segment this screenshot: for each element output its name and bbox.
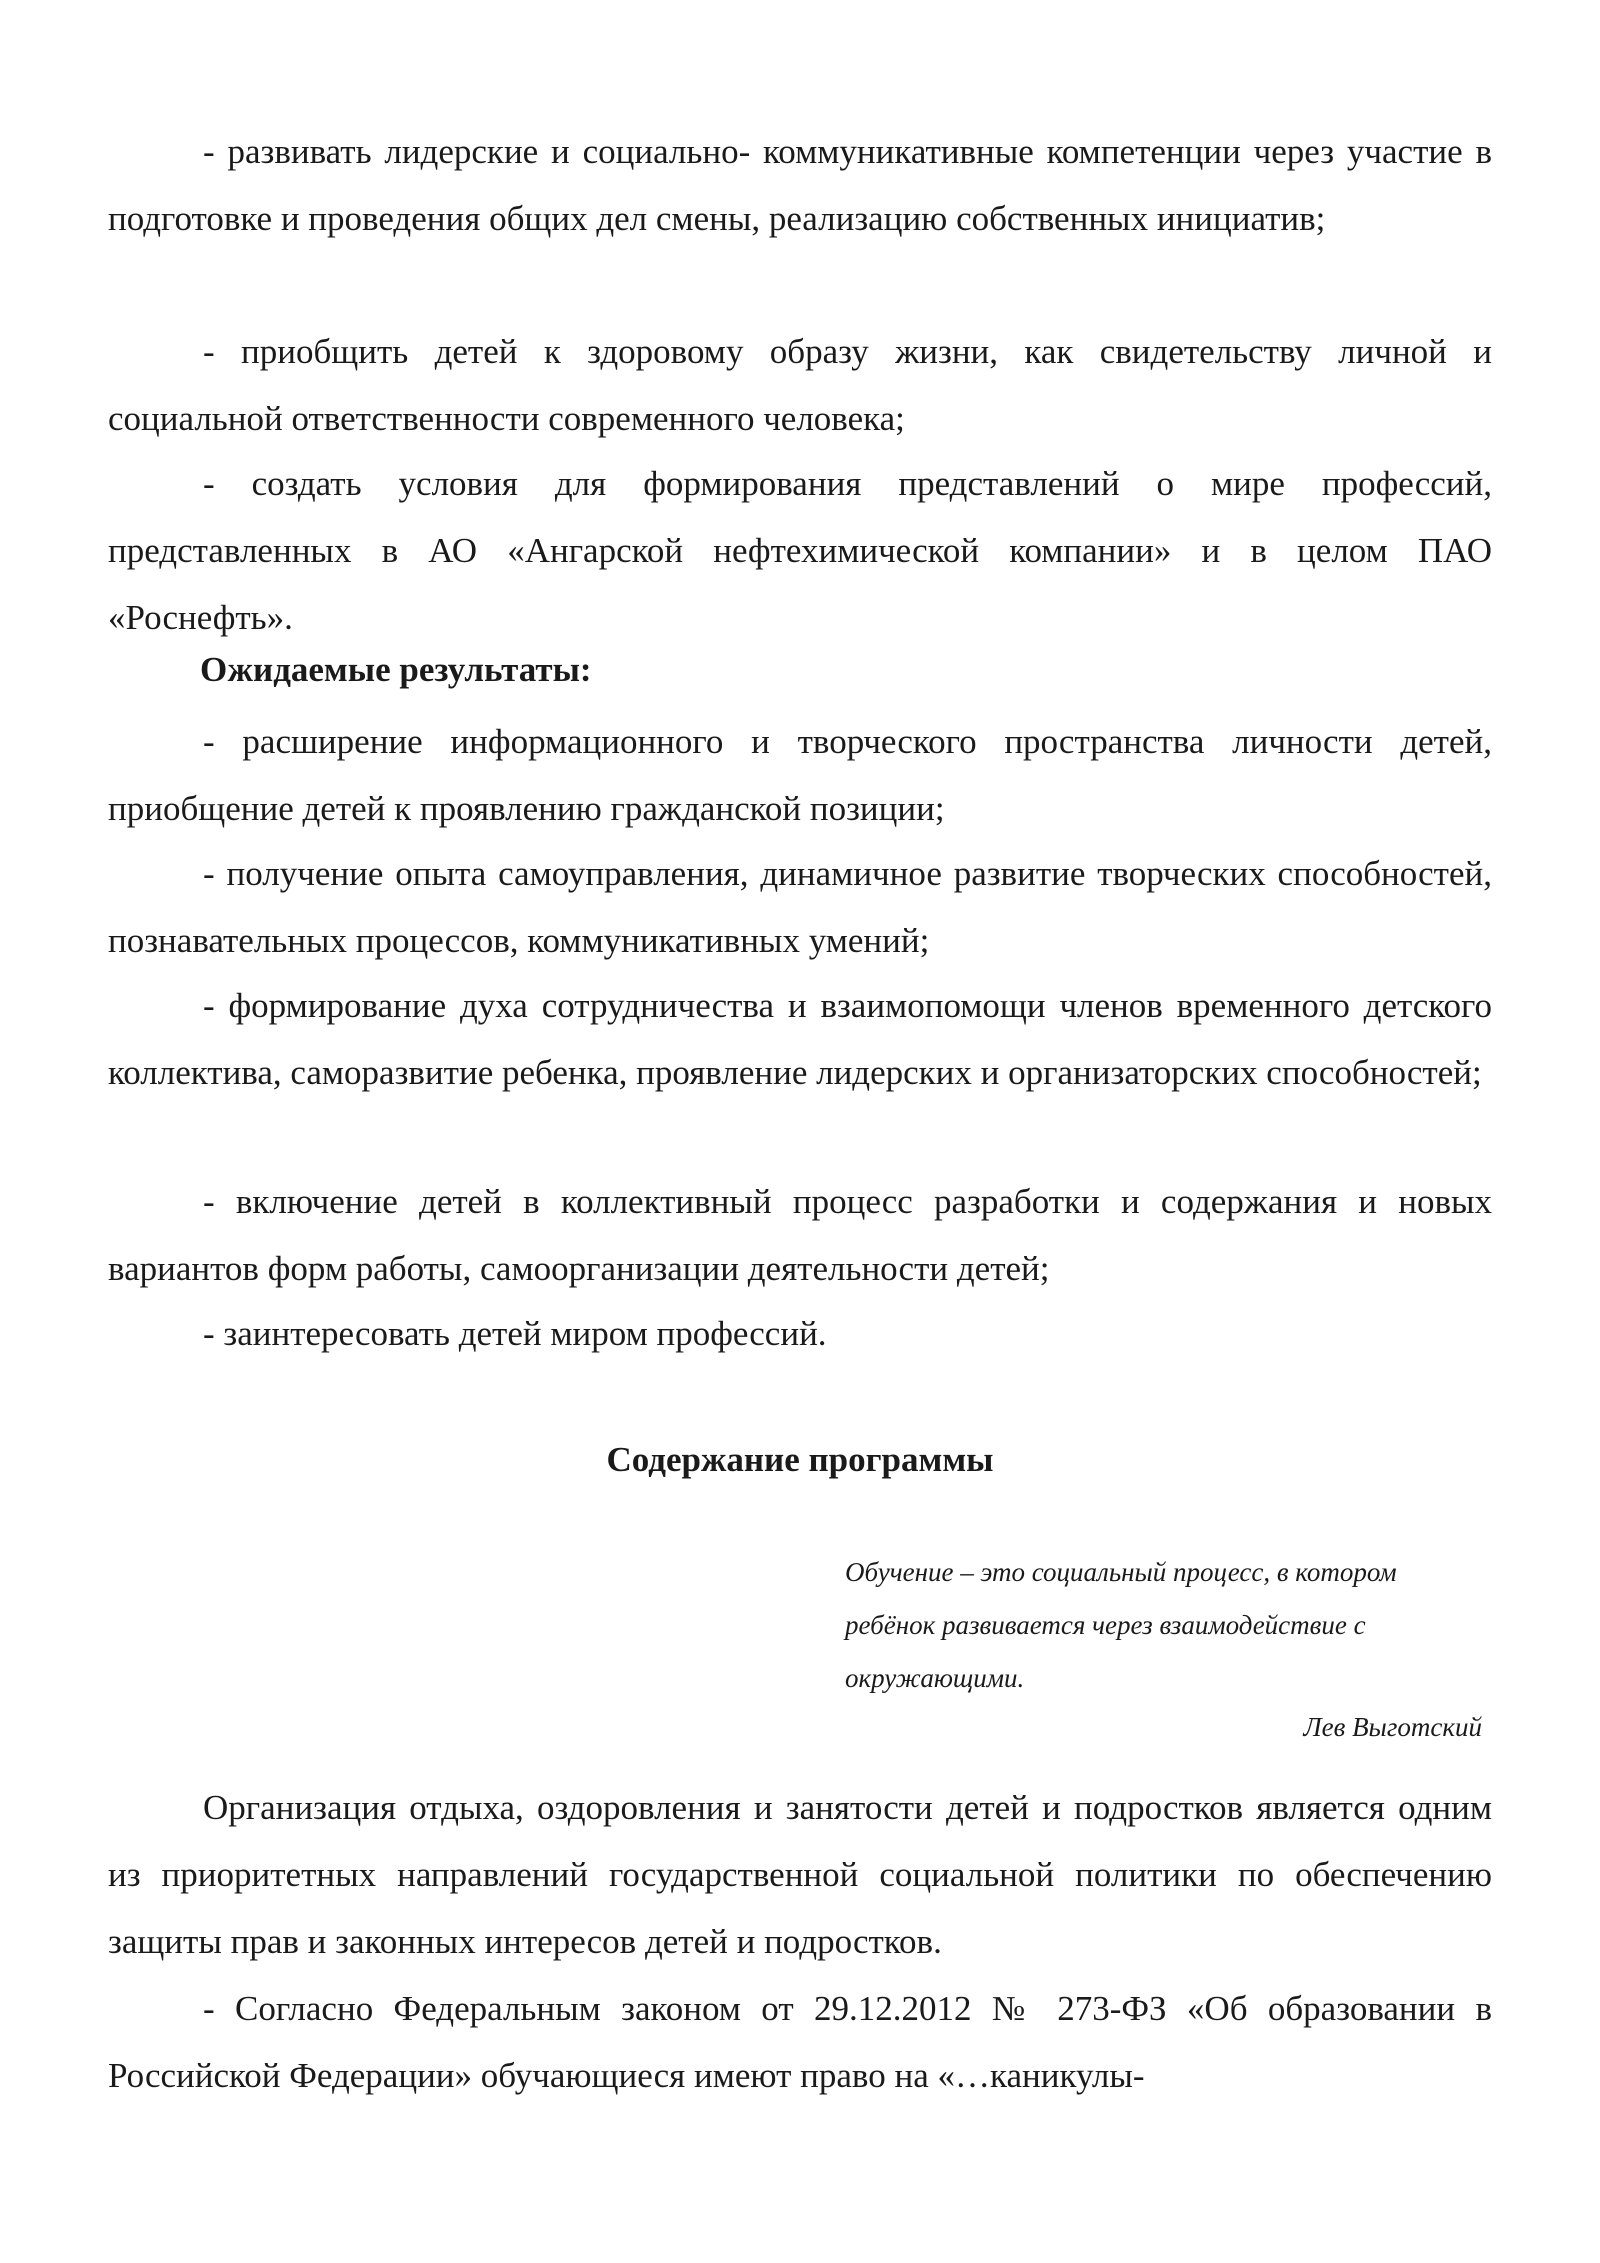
result-paragraph: - расширение информационного и творческого пространства личности детей, приобщение детей к проявлению гражданской позиции; <box>108 722 1492 828</box>
result-paragraph: - включение детей в коллективный процесс разработки и содержания и новых вариантов форм работы, самоорганизации деятельности детей; <box>108 1182 1492 1288</box>
goal-paragraph: - создать условия для формирования представлений о мире профессий, представленных в АО «Ангарской нефтехимической компании» и в целом ПАО «Роснефть». <box>108 464 1492 637</box>
result-paragraph: - получение опыта самоуправления, динамичное развитие творческих способностей, познавательных процессов, коммуникативных умений; <box>108 854 1492 960</box>
section-title: Содержание программы <box>606 1440 994 1479</box>
body-paragraph: - Согласно Федеральным законом от 29.12.2012 № 273-ФЗ «Об образовании в Российской Федерации» обучающиеся имеют право на «…каникулы- <box>108 1989 1492 2095</box>
body-paragraph: Организация отдыха, оздоровления и занятости детей и подростков является одним из приоритетных направлений государственной социальной политики по обеспечению защиты прав и законных интересов детей и подростков. <box>108 1788 1492 1961</box>
epigraph-author: Лев Выготский <box>1303 1712 1482 1742</box>
results-heading: Ожидаемые результаты: <box>200 650 592 689</box>
result-paragraph: - заинтересовать детей миром профессий. <box>203 1314 827 1353</box>
goal-paragraph: - приобщить детей к здоровому образу жизни, как свидетельству личной и социальной ответственности современного человека; <box>108 332 1492 438</box>
epigraph-text: Обучение – это социальный процесс, в котором ребёнок развивается через взаимодействие с окружающими. <box>845 1557 1397 1693</box>
goal-paragraph: - развивать лидерские и социально- коммуникативные компетенции через участие в подготовке и проведения общих дел смены, реализацию собственных инициатив; <box>108 132 1492 238</box>
result-paragraph: - формирование духа сотрудничества и взаимопомощи членов временного детского коллектива, саморазвитие ребенка, проявление лидерских и организаторских способностей; <box>108 986 1492 1092</box>
